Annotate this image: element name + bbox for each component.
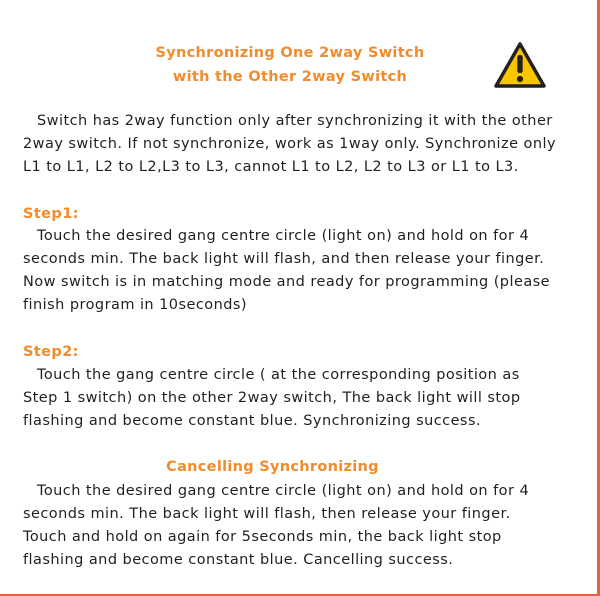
step1-line: Touch the desired gang centre circle (light on) and hold on for 4 xyxy=(37,228,530,244)
cancelling-paragraph xyxy=(23,480,560,572)
cancelling-line: Touch and hold on again for 5seconds min, the back light stop xyxy=(23,529,502,545)
title-line-2: with the Other 2way Switch xyxy=(172,69,408,85)
intro-paragraph xyxy=(23,110,560,179)
step1-heading: Step1: xyxy=(23,206,79,222)
cancelling-line: Touch the desired gang centre circle (light on) and hold on for 4 xyxy=(37,483,530,499)
step2-line: Touch the gang centre circle ( at the corresponding position as xyxy=(37,367,520,383)
cancelling-line: seconds min. The back light will flash, then release your finger. xyxy=(23,506,511,522)
intro-line: L1 to L1, L2 to L2,L3 to L3, cannot L1 to L2, L2 to L3 or L1 to L3. xyxy=(23,159,519,175)
step2-line: Step 1 switch) on the other 2way switch, The back light will stop xyxy=(23,390,521,406)
step1-line: Now switch is in matching mode and ready for programming (please xyxy=(23,274,551,290)
warning-triangle-icon xyxy=(493,41,547,89)
title-line-1: Synchronizing One 2way Switch xyxy=(155,45,425,61)
step1-line: seconds min. The back light will flash, and then release your finger. xyxy=(23,251,545,267)
step2-heading: Step2: xyxy=(23,344,79,360)
step1-line: finish program in 10seconds) xyxy=(23,297,248,313)
intro-line: 2way switch. If not synchronize, work as 1way only. Synchronize only xyxy=(23,136,556,152)
step2-line: flashing and become constant blue. Synchronizing success. xyxy=(23,413,482,429)
intro-line: Switch has 2way function only after synchronizing it with the other xyxy=(37,113,553,129)
step2-paragraph xyxy=(23,364,560,433)
cancelling-heading: Cancelling Synchronizing xyxy=(166,459,379,475)
step1-paragraph xyxy=(23,225,560,317)
cancelling-line: flashing and become constant blue. Cancelling success. xyxy=(23,552,454,568)
